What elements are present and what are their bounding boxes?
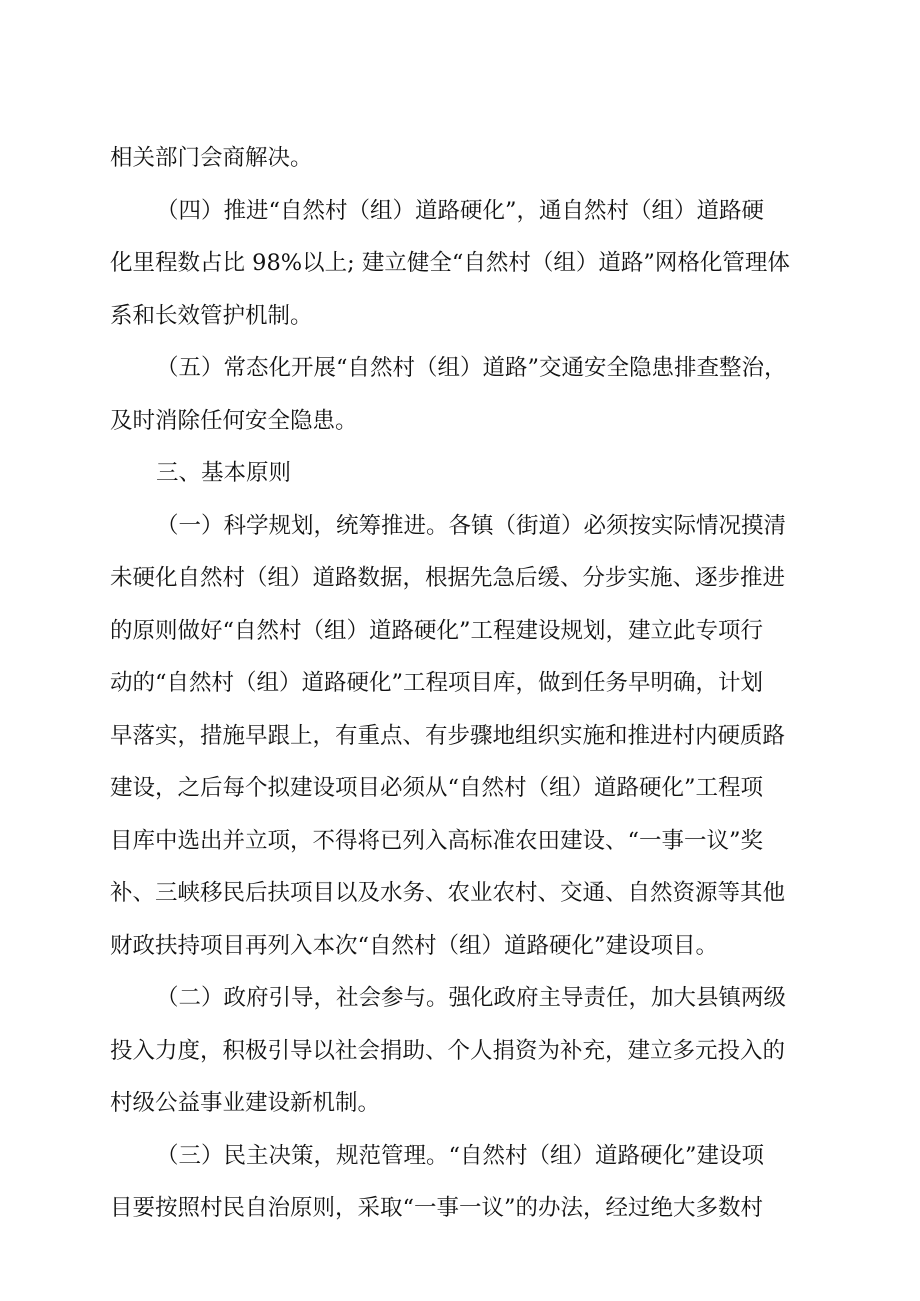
text-line: （五）常态化开展“自然村（组）道路”交通安全隐患排查整治，	[156, 355, 787, 381]
text-line: 目库中选出并立项，不得将已列入高标准农田建设、“一事一议”奖	[110, 827, 764, 854]
text-line: （二）政府引导，社会参与。强化政府主导责任，加大县镇两级	[156, 985, 787, 1011]
text-line: 目要按照村民自治原则，采取“一事一议”的办法，经过绝大多数村	[110, 1195, 764, 1221]
text-line: 动的“自然村（组）道路硬化”工程项目库，做到任务早明确，计划	[110, 670, 764, 696]
text-line: 及时消除任何安全隐患。	[110, 407, 358, 434]
document-body	[110, 132, 812, 1235]
text-line: 的原则做好“自然村（组）道路硬化”工程建设规划，建立此专项行	[110, 617, 764, 644]
text-line: 化里程数占比 98%以上; 建立健全“自然村（组）道路”网格化管理体	[110, 250, 790, 276]
text-line: 未硬化自然村（组）道路数据，根据先急后缓、分步实施、逐步推进	[110, 565, 786, 591]
text-line: 三、基本原则	[156, 460, 292, 486]
text-line: 村级公益事业建设新机制。	[110, 1090, 381, 1116]
text-line: 建设，之后每个拟建设项目必须从“自然村（组）道路硬化”工程项	[110, 775, 764, 801]
text-line: （三）民主决策，规范管理。“自然村（组）道路硬化”建设项	[156, 1142, 765, 1169]
text-line: （一）科学规划，统筹推进。各镇（街道）必须按实际情况摸清	[156, 512, 787, 539]
text-line: 系和长效管护机制。	[110, 302, 313, 329]
text-line: 投入力度，积极引导以社会捐助、个人捐资为补充，建立多元投入的	[110, 1037, 786, 1064]
text-line: 补、三峡移民后扶项目以及水务、农业农村、交通、自然资源等其他	[110, 880, 786, 906]
text-line: （四）推进“自然村（组）道路硬化”，通自然村（组）道路硬	[156, 197, 765, 224]
text-line: 早落实，措施早跟上，有重点、有步骤地组织实施和推进村内硬质路	[110, 722, 786, 749]
text-line: 财政扶持项目再列入本次“自然村（组）道路硬化”建设项目。	[110, 932, 719, 959]
text-line: 相关部门会商解决。	[110, 145, 313, 171]
